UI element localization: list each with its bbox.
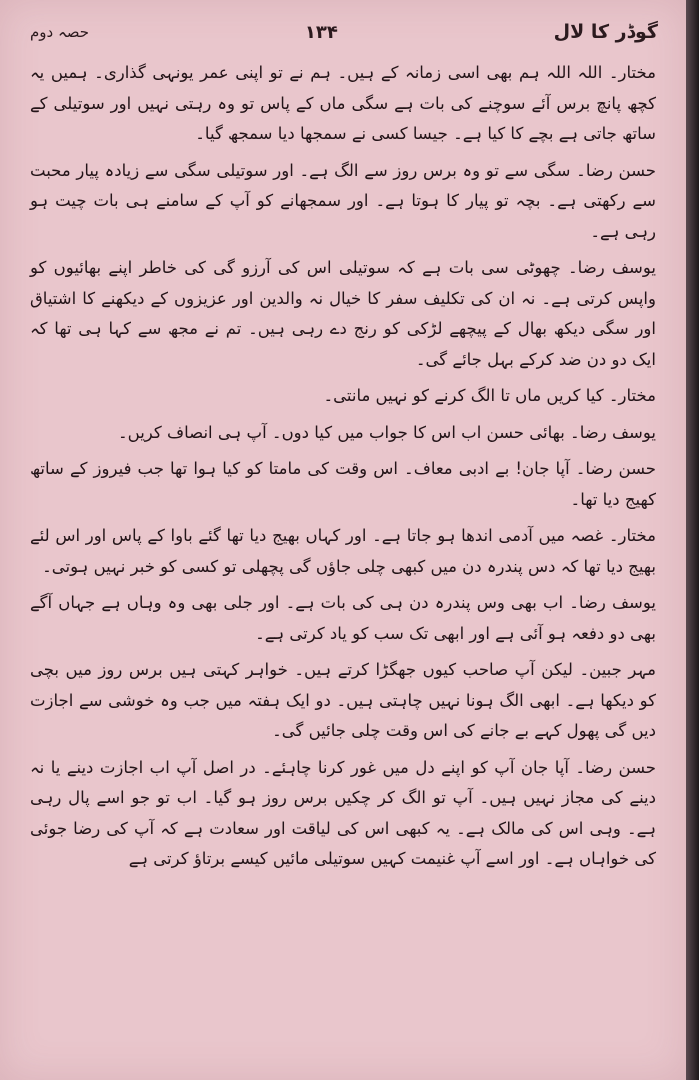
paragraph: مختار۔ کیا کریں ماں تا الگ کرنے کو نہیں مانتی۔	[323, 386, 656, 405]
paragraph: یوسف رضا۔ بھائی حسن اب اس کا جواب میں کیا دوں۔ آپ ہی انصاف کریں۔	[117, 422, 656, 442]
paragraph: حسن رضا۔ آپا جان آپ کو اپنے دل میں غور کرنا چاہئے۔ در اصل آپ اب اجازت دینے یا نہ دینے کی مجاز نہیں ہیں۔ آپ تو الگ کر چکیں برس روز ہو گیا۔ اب تو جو اسے پال رہی ہے۔ وہی اس کی مالک ہے۔ یہ کبھی اس کی لیاقت اور سعادت ہے کہ آپ کی رضا جوئی کی خواہاں ہے۔ اور اسے آپ غنیمت کہیں سوتیلی مائیں کیسے برتاؤ کرتی ہے	[30, 757, 656, 868]
book-title: گوڈر کا لال	[553, 21, 658, 43]
paragraph: مہر جبین۔ لیکن آپ صاحب کیوں جھگڑا کرتے ہیں۔ خواہر کہتی ہیں برس روز میں بچی کو دیکھا ہے۔ ابھی الگ ہونا نہیں چاہتی ہیں۔ دو ایک ہفتہ میں جب وہ خوشی سے اجازت دیں گی پھول کہے بے جانے کی اس وقت چلی جائیں گی۔	[30, 660, 656, 740]
paragraph: حسن رضا۔ آپا جان! بے ادبی معاف۔ اس وقت کی مامتا کو کیا ہوا تھا جب فیروز کے ساتھ کھیج دیا تھا۔	[30, 459, 656, 509]
paragraph: یوسف رضا۔ چھوٹی سی بات ہے کہ سوتیلی اس کی آرزو گی کی خاطر اپنے بھائیوں کو واپس کرتی ہے۔ نہ ان کی تکلیف سفر کا خیال نہ والدین اور عزیزوں کے دیکھنے کا اشتیاق اور سگی دیکھ بھال کے پیچھے لڑکی کو رنج دے رہی ہیں۔ تم نے مجھ سے کہا ہی تھا کہ ایک دو دن ضد کرکے بہل جائے گی۔	[30, 258, 656, 369]
part-label: حصہ دوم	[30, 23, 90, 41]
book-spine-edge	[686, 0, 699, 1080]
page-body	[30, 58, 656, 1072]
paragraph: مختار۔ غصہ میں آدمی اندھا ہو جاتا ہے۔ اور کہاں بھیج دیا تھا گئے باوا کے پاس اور اس لئے بھیج دیا تھا کہ دس پندرہ دن میں کبھی چلی جاؤں گی پچھلی تو کسی کو خبر نہیں ہوتی۔	[30, 526, 656, 576]
paragraph: یوسف رضا۔ اب بھی وس پندرہ دن ہی کی بات ہے۔ اور جلی بھی وہ وہاں ہے جہاں آگے بھی دو دفعہ ہو آئی ہے اور ابھی تک سب کو یاد کرتی ہے۔	[30, 593, 656, 643]
paragraph: مختار۔ اللہ اللہ ہم بھی اسی زمانہ کے ہیں۔ ہم نے تو اپنی عمر یونہی گذاری۔ ہمیں یہ کچھ پانچ برس آئے سوچنے کی بات ہے سگی ماں کے پاس تو وہ رہتی نہیں اور سوتیلی کے ساتھ جاتی ہے بچے کا کیا ہے۔ جیسا کسی نے سمجھا دیا سمجھ گیا۔	[30, 63, 656, 143]
page-number: ۱۳۴	[304, 21, 338, 43]
paragraph: حسن رضا۔ سگی سے تو وہ برس روز سے الگ ہے۔ اور سوتیلی سگی سے زیادہ پیار محبت سے رکھتی ہے۔ بچہ تو پیار کا ہوتا ہے۔ اور سمجھانے کو آپ کے سامنے ہی بات چیت ہو رہی ہے۔	[30, 160, 656, 241]
page-header	[30, 12, 658, 52]
